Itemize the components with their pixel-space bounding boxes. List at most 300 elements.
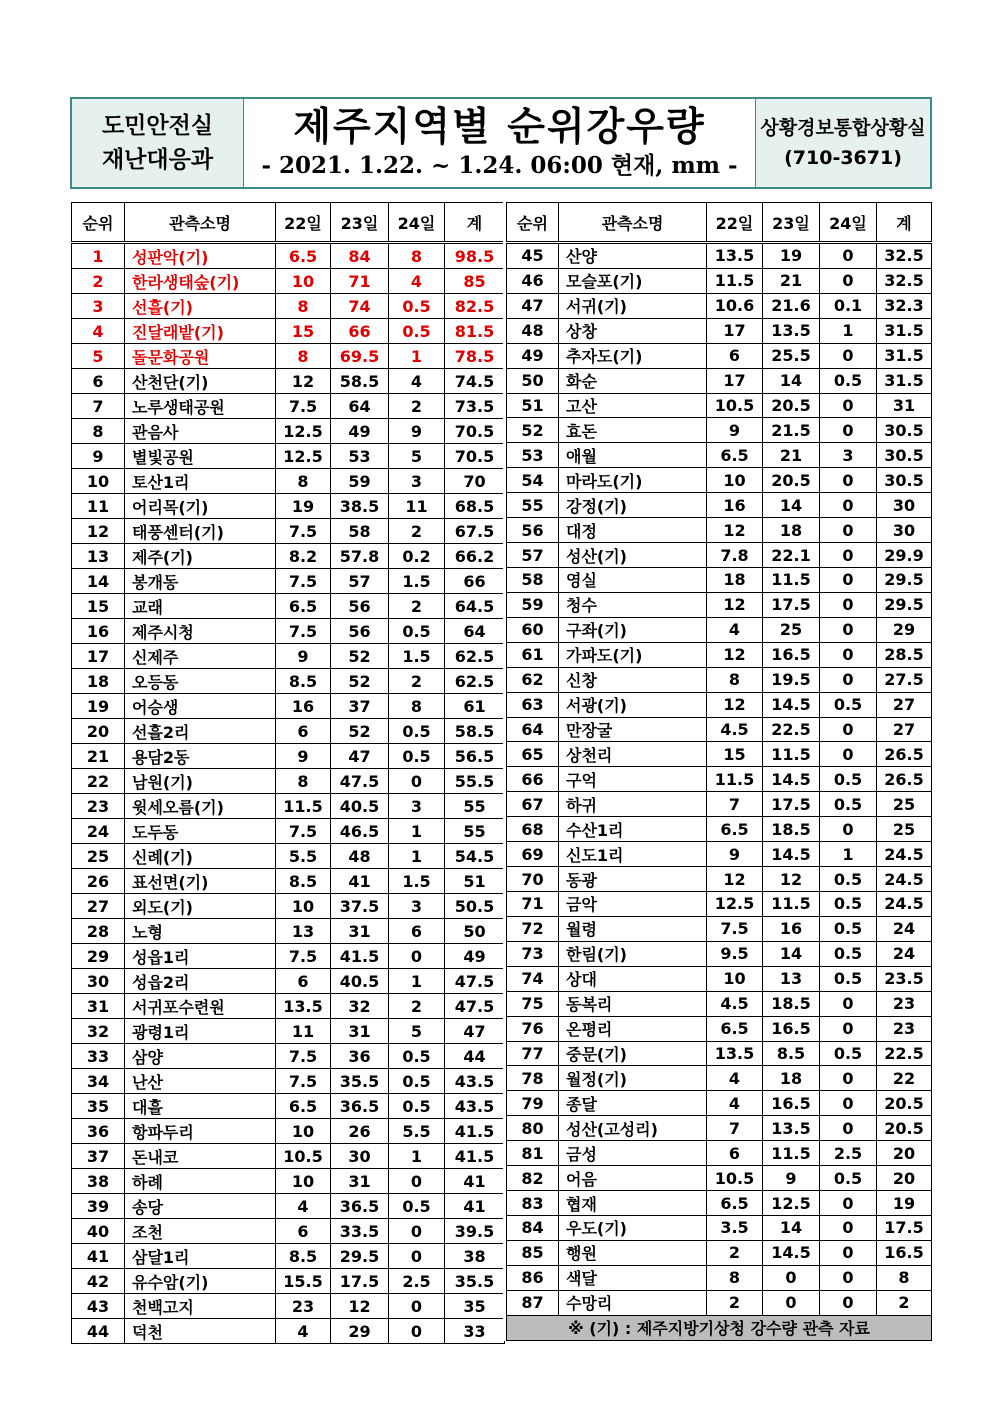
- table-row: [72, 1269, 505, 1294]
- day24-value: 0: [820, 1066, 877, 1091]
- station-name: 대흘: [125, 1094, 276, 1119]
- day22-value: 6.5: [276, 1094, 331, 1119]
- day23-value: 31: [331, 1019, 389, 1044]
- table-row: [72, 919, 505, 944]
- station-name: 가파도(기): [559, 642, 707, 667]
- rank-cell: 3: [72, 294, 125, 319]
- station-name: 산양: [559, 243, 707, 269]
- day24-value: 0: [820, 742, 877, 767]
- table-row: [72, 1019, 505, 1044]
- day23-value: 19: [763, 243, 820, 269]
- day23-value: 74: [331, 294, 389, 319]
- day23-value: 14: [763, 1215, 820, 1240]
- day24-value: 0.5: [820, 1166, 877, 1191]
- rank-cell: 25: [72, 844, 125, 869]
- day23-value: 13.5: [763, 1116, 820, 1141]
- total-value: 29.5: [877, 568, 932, 593]
- day24-value: 0: [389, 1219, 445, 1244]
- footnote-row: [507, 1315, 932, 1340]
- day22-value: 10: [276, 1119, 331, 1144]
- table-row: [507, 717, 932, 742]
- rank-cell: 84: [507, 1215, 559, 1240]
- day22-value: 8.2: [276, 544, 331, 569]
- rank-cell: 36: [72, 1119, 125, 1144]
- station-name: 돈내코: [125, 1144, 276, 1169]
- rank-cell: 30: [72, 969, 125, 994]
- col-day23: 23일: [763, 203, 820, 243]
- station-name: 남원(기): [125, 769, 276, 794]
- rank-cell: 40: [72, 1219, 125, 1244]
- day24-value: 0: [820, 1016, 877, 1041]
- day24-value: 0: [820, 1240, 877, 1265]
- day22-value: 6.5: [707, 1191, 763, 1216]
- day24-value: 1: [389, 1144, 445, 1169]
- total-value: 31.5: [877, 368, 932, 393]
- station-name: 서광(기): [559, 692, 707, 717]
- table-row: [507, 1016, 932, 1041]
- day24-value: 0.5: [820, 1041, 877, 1066]
- total-value: 70.5: [445, 444, 505, 469]
- station-name: 상대: [559, 966, 707, 991]
- day23-value: 53: [331, 444, 389, 469]
- table-row: [72, 519, 505, 544]
- rank-cell: 5: [72, 344, 125, 369]
- day23-value: 16.5: [763, 1016, 820, 1041]
- day22-value: 12: [276, 369, 331, 394]
- day22-value: 6: [276, 969, 331, 994]
- table-row: [72, 744, 505, 769]
- station-name: 신창: [559, 667, 707, 692]
- day23-value: 17.5: [331, 1269, 389, 1294]
- day23-value: 66: [331, 319, 389, 344]
- day24-value: 3: [389, 469, 445, 494]
- table-row: [507, 568, 932, 593]
- day22-value: 10: [707, 468, 763, 493]
- day22-value: 10: [276, 894, 331, 919]
- day23-value: 12.5: [763, 1191, 820, 1216]
- day22-value: 18: [707, 568, 763, 593]
- rank-cell: 8: [72, 419, 125, 444]
- day22-value: 7.5: [276, 819, 331, 844]
- day22-value: 10.5: [707, 393, 763, 418]
- table-row: [507, 817, 932, 842]
- day24-value: 0.5: [389, 1044, 445, 1069]
- station-name: 대정: [559, 518, 707, 543]
- station-name: 금성: [559, 1141, 707, 1166]
- total-value: 78.5: [445, 344, 505, 369]
- day22-value: 12.5: [707, 891, 763, 916]
- table-row: [507, 1265, 932, 1290]
- station-name: 수망리: [559, 1290, 707, 1315]
- total-value: 35.5: [445, 1269, 505, 1294]
- table-row: [72, 894, 505, 919]
- day22-value: 6.5: [276, 594, 331, 619]
- rank-cell: 2: [72, 269, 125, 294]
- total-value: 22.5: [877, 1041, 932, 1066]
- station-name: 서귀(기): [559, 293, 707, 318]
- day24-value: 3: [389, 894, 445, 919]
- table-row: [507, 617, 932, 642]
- station-name: 하귀: [559, 792, 707, 817]
- day23-value: 14.5: [763, 1240, 820, 1265]
- table-row: [72, 1294, 505, 1319]
- station-name: 신제주: [125, 644, 276, 669]
- total-value: 35: [445, 1294, 505, 1319]
- station-name: 표선면(기): [125, 869, 276, 894]
- day22-value: 11.5: [276, 794, 331, 819]
- day24-value: 0.5: [820, 767, 877, 792]
- total-value: 24.5: [877, 867, 932, 892]
- day24-value: 0: [389, 1169, 445, 1194]
- rank-cell: 77: [507, 1041, 559, 1066]
- day22-value: 7.5: [707, 916, 763, 941]
- station-name: 금악: [559, 891, 707, 916]
- total-value: 20.5: [877, 1116, 932, 1141]
- table-row: [72, 494, 505, 519]
- total-value: 41.5: [445, 1144, 505, 1169]
- day22-value: 3.5: [707, 1215, 763, 1240]
- station-name: 유수암(기): [125, 1269, 276, 1294]
- table-row: [72, 544, 505, 569]
- station-name: 상창: [559, 318, 707, 343]
- day24-value: 2.5: [389, 1269, 445, 1294]
- station-name: 한림(기): [559, 941, 707, 966]
- day23-value: 25: [763, 617, 820, 642]
- rank-cell: 51: [507, 393, 559, 418]
- day23-value: 58: [331, 519, 389, 544]
- day23-value: 18: [763, 518, 820, 543]
- day22-value: 12: [707, 642, 763, 667]
- table-row: [507, 443, 932, 468]
- rank-cell: 34: [72, 1069, 125, 1094]
- total-value: 29.9: [877, 543, 932, 568]
- day23-value: 8.5: [763, 1041, 820, 1066]
- day24-value: 3: [820, 443, 877, 468]
- rank-cell: 66: [507, 767, 559, 792]
- total-value: 41.5: [445, 1119, 505, 1144]
- rank-cell: 62: [507, 667, 559, 692]
- rank-cell: 39: [72, 1194, 125, 1219]
- table-row: [507, 667, 932, 692]
- rank-cell: 26: [72, 869, 125, 894]
- day22-value: 8.5: [276, 869, 331, 894]
- table-row: [507, 293, 932, 318]
- station-name: 삼달1리: [125, 1244, 276, 1269]
- table-body-left: [72, 243, 505, 1344]
- day24-value: 1.5: [389, 644, 445, 669]
- station-name: 교래: [125, 594, 276, 619]
- station-name: 봉개동: [125, 569, 276, 594]
- rank-cell: 53: [507, 443, 559, 468]
- day23-value: 31: [331, 919, 389, 944]
- total-value: 24.5: [877, 891, 932, 916]
- day24-value: 0.5: [389, 1069, 445, 1094]
- day23-value: 18.5: [763, 991, 820, 1016]
- day23-value: 13.5: [763, 318, 820, 343]
- day24-value: 6: [389, 919, 445, 944]
- day22-value: 12.5: [276, 419, 331, 444]
- total-value: 19: [877, 1191, 932, 1216]
- day22-value: 7.5: [276, 394, 331, 419]
- table-row: [507, 243, 932, 269]
- day24-value: 1: [820, 842, 877, 867]
- station-name: 효돈: [559, 418, 707, 443]
- day24-value: 0: [820, 518, 877, 543]
- day23-value: 20.5: [763, 468, 820, 493]
- rank-cell: 73: [507, 941, 559, 966]
- rank-cell: 63: [507, 692, 559, 717]
- rainfall-table-right: [506, 202, 932, 1341]
- day23-value: 21: [763, 443, 820, 468]
- day23-value: 40.5: [331, 794, 389, 819]
- table-row: [72, 619, 505, 644]
- table-row: [72, 369, 505, 394]
- station-name: 만장굴: [559, 717, 707, 742]
- contact-office: 상황경보통합상황실: [760, 117, 926, 139]
- day24-value: 0: [820, 568, 877, 593]
- total-value: 41: [445, 1169, 505, 1194]
- rank-cell: 17: [72, 644, 125, 669]
- total-value: 56.5: [445, 744, 505, 769]
- station-name: 어승생: [125, 694, 276, 719]
- day24-value: 0: [820, 1091, 877, 1116]
- day22-value: 10.5: [276, 1144, 331, 1169]
- table-row: [72, 944, 505, 969]
- total-value: 26.5: [877, 742, 932, 767]
- day22-value: 7.5: [276, 944, 331, 969]
- rank-cell: 1: [72, 243, 125, 269]
- total-value: 73.5: [445, 394, 505, 419]
- day22-value: 7.5: [276, 619, 331, 644]
- station-name: 청수: [559, 592, 707, 617]
- day22-value: 4: [707, 1066, 763, 1091]
- col-total: 계: [877, 203, 932, 243]
- total-value: 85: [445, 269, 505, 294]
- day22-value: 4.5: [707, 991, 763, 1016]
- department-line1: 도민안전실: [101, 113, 214, 139]
- day24-value: 0.2: [389, 544, 445, 569]
- day22-value: 17: [707, 368, 763, 393]
- total-value: 55: [445, 794, 505, 819]
- day24-value: 1.5: [389, 569, 445, 594]
- station-name: 상천리: [559, 742, 707, 767]
- rank-cell: 20: [72, 719, 125, 744]
- table-row: [507, 543, 932, 568]
- day24-value: 0.5: [389, 619, 445, 644]
- day22-value: 6.5: [707, 443, 763, 468]
- table-row: [72, 444, 505, 469]
- table-row: [507, 1066, 932, 1091]
- day22-value: 8: [276, 769, 331, 794]
- rank-cell: 71: [507, 891, 559, 916]
- day23-value: 22.5: [763, 717, 820, 742]
- rank-cell: 56: [507, 518, 559, 543]
- day24-value: 0: [820, 717, 877, 742]
- day22-value: 13.5: [276, 994, 331, 1019]
- rank-cell: 49: [507, 343, 559, 368]
- table-row: [507, 1041, 932, 1066]
- rainfall-table-left: [71, 202, 505, 1344]
- day24-value: 0.5: [820, 368, 877, 393]
- day23-value: 12: [763, 867, 820, 892]
- day22-value: 9: [276, 644, 331, 669]
- total-value: 24: [877, 916, 932, 941]
- station-name: 모슬포(기): [559, 268, 707, 293]
- col-day22: 22일: [276, 203, 331, 243]
- total-value: 30.5: [877, 418, 932, 443]
- day22-value: 4: [707, 1091, 763, 1116]
- day23-value: 46.5: [331, 819, 389, 844]
- day23-value: 18.5: [763, 817, 820, 842]
- total-value: 50: [445, 919, 505, 944]
- rank-cell: 4: [72, 319, 125, 344]
- day24-value: 0: [389, 1244, 445, 1269]
- day23-value: 29.5: [331, 1244, 389, 1269]
- day23-value: 36.5: [331, 1194, 389, 1219]
- day23-value: 20.5: [763, 393, 820, 418]
- day22-value: 19: [276, 494, 331, 519]
- table-row: [72, 594, 505, 619]
- rank-cell: 76: [507, 1016, 559, 1041]
- day23-value: 11.5: [763, 1141, 820, 1166]
- station-name: 선흘2리: [125, 719, 276, 744]
- day23-value: 64: [331, 394, 389, 419]
- day22-value: 15: [707, 742, 763, 767]
- station-name: 하례: [125, 1169, 276, 1194]
- total-value: 25: [877, 817, 932, 842]
- station-name: 오등동: [125, 669, 276, 694]
- total-value: 30.5: [877, 468, 932, 493]
- total-value: 66.2: [445, 544, 505, 569]
- table-row: [72, 319, 505, 344]
- table-row: [507, 268, 932, 293]
- col-day23: 23일: [331, 203, 389, 243]
- day23-value: 14.5: [763, 692, 820, 717]
- total-value: 43.5: [445, 1094, 505, 1119]
- day24-value: 0: [820, 418, 877, 443]
- total-value: 25: [877, 792, 932, 817]
- table-row: [72, 269, 505, 294]
- day22-value: 12.5: [276, 444, 331, 469]
- day22-value: 4: [276, 1319, 331, 1344]
- table-row: [507, 1141, 932, 1166]
- day23-value: 33.5: [331, 1219, 389, 1244]
- station-name: 송당: [125, 1194, 276, 1219]
- table-row: [72, 869, 505, 894]
- station-name: 애월: [559, 443, 707, 468]
- day24-value: 0.5: [389, 319, 445, 344]
- day23-value: 14.5: [763, 767, 820, 792]
- table-row: [507, 518, 932, 543]
- station-name: 월령: [559, 916, 707, 941]
- table-row: [72, 669, 505, 694]
- total-value: 20: [877, 1166, 932, 1191]
- day22-value: 6: [276, 1219, 331, 1244]
- station-name: 종달: [559, 1091, 707, 1116]
- station-name: 서귀포수련원: [125, 994, 276, 1019]
- day24-value: 0: [820, 817, 877, 842]
- col-station: 관측소명: [125, 203, 276, 243]
- day22-value: 8: [276, 469, 331, 494]
- total-value: 22: [877, 1066, 932, 1091]
- col-day24: 24일: [820, 203, 877, 243]
- day24-value: 1.5: [389, 869, 445, 894]
- rank-cell: 27: [72, 894, 125, 919]
- day22-value: 4: [276, 1194, 331, 1219]
- total-value: 81.5: [445, 319, 505, 344]
- rank-cell: 86: [507, 1265, 559, 1290]
- total-value: 41: [445, 1194, 505, 1219]
- rank-cell: 85: [507, 1240, 559, 1265]
- total-value: 30.5: [877, 443, 932, 468]
- table-divider: [503, 202, 506, 1341]
- station-name: 토산1리: [125, 469, 276, 494]
- day22-value: 7.5: [276, 1069, 331, 1094]
- col-rank: 순위: [507, 203, 559, 243]
- station-name: 성읍2리: [125, 969, 276, 994]
- table-row: [507, 692, 932, 717]
- table-row: [72, 1319, 505, 1344]
- station-name: 노형: [125, 919, 276, 944]
- total-value: 47.5: [445, 969, 505, 994]
- rank-cell: 55: [507, 493, 559, 518]
- day22-value: 7.5: [276, 1044, 331, 1069]
- day22-value: 23: [276, 1294, 331, 1319]
- table-row: [72, 344, 505, 369]
- rank-cell: 13: [72, 544, 125, 569]
- day24-value: 0.5: [389, 1194, 445, 1219]
- table-row: [507, 1290, 932, 1315]
- rank-cell: 57: [507, 543, 559, 568]
- station-name: 성산(기): [559, 543, 707, 568]
- table-row: [507, 991, 932, 1016]
- table-row: [72, 994, 505, 1019]
- day24-value: 0: [820, 617, 877, 642]
- total-value: 55: [445, 819, 505, 844]
- day23-value: 36.5: [331, 1094, 389, 1119]
- day22-value: 17: [707, 318, 763, 343]
- table-row: [507, 343, 932, 368]
- day22-value: 11.5: [707, 767, 763, 792]
- day24-value: 0.5: [820, 867, 877, 892]
- rank-cell: 22: [72, 769, 125, 794]
- total-value: 39.5: [445, 1219, 505, 1244]
- station-name: 성판악(기): [125, 243, 276, 269]
- total-value: 54.5: [445, 844, 505, 869]
- day22-value: 8: [276, 294, 331, 319]
- station-name: 고산: [559, 393, 707, 418]
- station-name: 진달래밭(기): [125, 319, 276, 344]
- station-name: 마라도(기): [559, 468, 707, 493]
- day22-value: 8.5: [276, 1244, 331, 1269]
- station-name: 성읍1리: [125, 944, 276, 969]
- station-name: 협재: [559, 1191, 707, 1216]
- table-row: [507, 418, 932, 443]
- day22-value: 10: [707, 966, 763, 991]
- day23-value: 48: [331, 844, 389, 869]
- day24-value: 0: [389, 1294, 445, 1319]
- rank-cell: 29: [72, 944, 125, 969]
- day22-value: 4.5: [707, 717, 763, 742]
- total-value: 43.5: [445, 1069, 505, 1094]
- total-value: 29: [877, 617, 932, 642]
- day23-value: 41.5: [331, 944, 389, 969]
- day24-value: 0.5: [820, 692, 877, 717]
- department-box: [72, 99, 244, 187]
- day23-value: 14: [763, 368, 820, 393]
- day22-value: 8.5: [276, 669, 331, 694]
- total-value: 64: [445, 619, 505, 644]
